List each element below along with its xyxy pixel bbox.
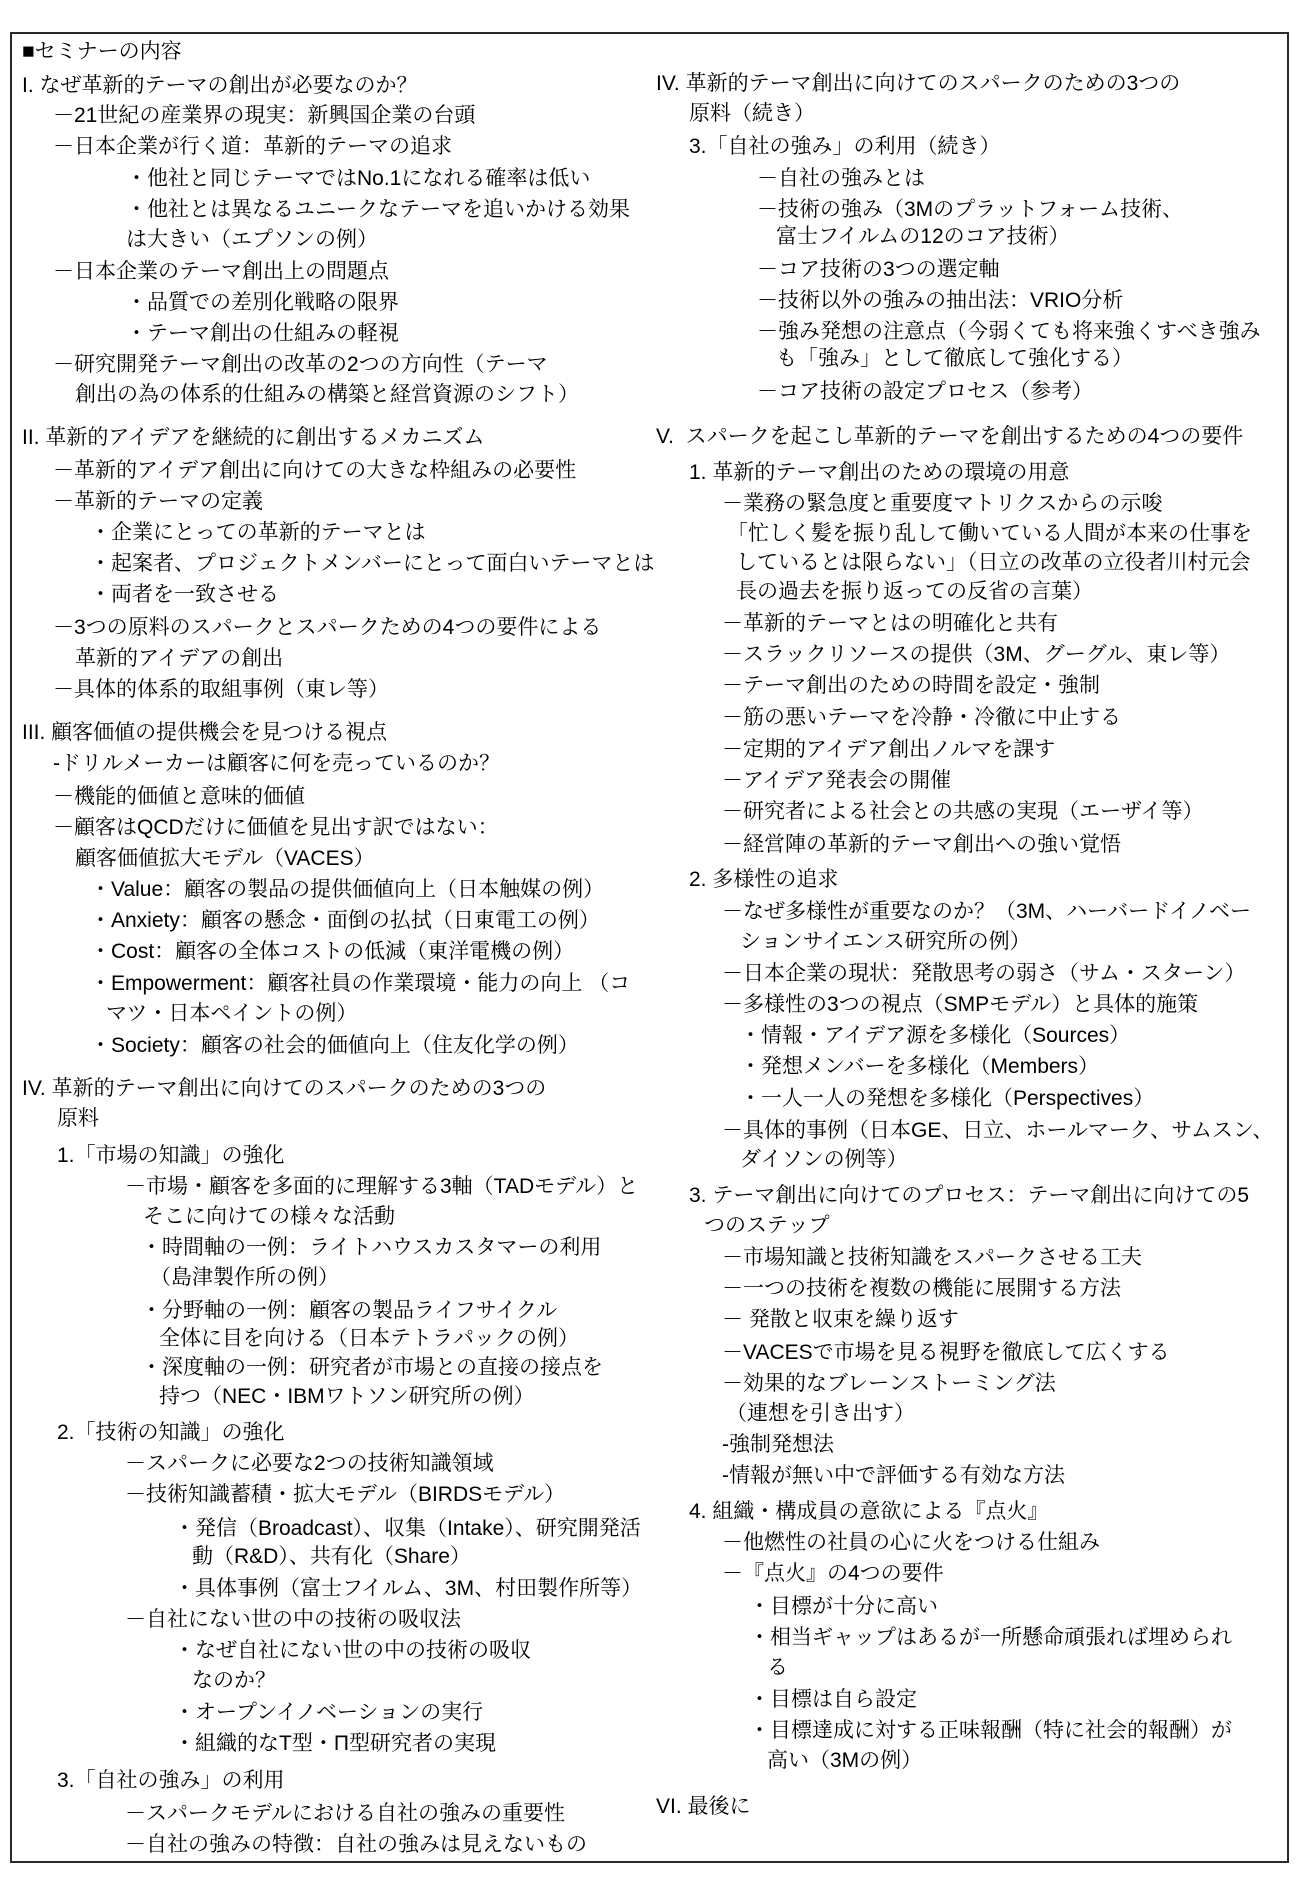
- list-subitem-continued: なのか？: [192, 1669, 276, 1692]
- section-heading: III. 顧客価値の提供機会を見つける視点: [22, 721, 388, 744]
- list-item: －『点火』の4つの要件: [722, 1562, 944, 1585]
- list-item: －革新的テーマの定義: [53, 490, 263, 513]
- list-subitem: ・一人一人の発想を多様化（Perspectives）: [740, 1087, 1155, 1110]
- list-subitem: ・発信（Broadcast）、収集（Intake）、研究開発活: [174, 1517, 641, 1540]
- list-item: －コア技術の3つの選定軸: [757, 258, 1000, 281]
- list-item: －技術知識蓄積・拡大モデル（BIRDSモデル）: [125, 1483, 566, 1506]
- list-item: －自社の強みの特徴：自社の強みは見えないもの: [125, 1833, 587, 1856]
- list-item: －効果的なブレーンストーミング法: [722, 1372, 1056, 1395]
- list-subitem: ・他社と同じテーマではNo.1になれる確率は低い: [126, 167, 591, 190]
- list-subitem: ・時間軸の一例：ライトハウスカスタマーの利用: [141, 1236, 602, 1259]
- list-subitem-continued: は大きい（エプソンの例）: [126, 228, 378, 251]
- list-subitem: ・起案者、プロジェクトメンバーにとって面白いテーマとは: [90, 552, 655, 575]
- section-heading: I. なぜ革新的テーマの創出が必要なのか？: [22, 74, 418, 97]
- subsection-heading: 3. テーマ創出に向けてのプロセス：テーマ創出に向けての5: [689, 1184, 1250, 1207]
- list-item: －自社にない世の中の技術の吸収法: [125, 1608, 461, 1631]
- subsection-heading: 1. 革新的テーマ創出のための環境の用意: [689, 461, 1070, 484]
- list-item-continued: ダイソンの例等）: [740, 1148, 908, 1171]
- list-subitem: ・企業にとっての革新的テーマとは: [90, 521, 426, 544]
- list-item: －筋の悪いテーマを冷静・冷徹に中止する: [722, 706, 1121, 729]
- list-item: －21世紀の産業界の現実：新興国企業の台頭: [53, 104, 476, 127]
- subsection-heading: 2.「技術の知識」の強化: [57, 1421, 285, 1444]
- list-subitem: ・Empowerment：顧客社員の作業環境・能力の向上 （コ: [90, 972, 631, 995]
- list-item: -強制発想法: [722, 1433, 834, 1456]
- section-heading: II. 革新的アイデアを継続的に創出するメカニズム: [22, 426, 485, 449]
- list-item-continued: 革新的アイデアの創出: [75, 647, 284, 670]
- list-subitem: ・目標は自ら設定: [749, 1688, 917, 1711]
- list-subitem: ・目標達成に対する正味報酬（特に社会的報酬）が: [749, 1719, 1232, 1742]
- list-item: －日本企業の現状：発散思考の弱さ（サム・スターン）: [722, 962, 1246, 985]
- list-subitem-continued: （島津製作所の例）: [150, 1266, 339, 1289]
- list-subitem-continued: マツ・日本ペイントの例）: [106, 1002, 358, 1025]
- list-subitem-continued: 持つ（NEC・IBMワトソン研究所の例）: [159, 1385, 535, 1408]
- list-subitem: ・具体事例（富士フイルム、3M、村田製作所等）: [174, 1577, 643, 1600]
- list-item: －研究者による社会との共感の実現（エーザイ等）: [722, 800, 1204, 823]
- subsection-heading: 3.「自社の強み」の利用（続き）: [689, 135, 1001, 158]
- section-heading: IV. 革新的テーマ創出に向けてのスパークのための3つの: [656, 72, 1181, 95]
- list-subitem: ・Cost：顧客の全体コストの低減（東洋電機の例）: [90, 940, 575, 963]
- subsection-heading: 4. 組織・構成員の意欲による『点火』: [689, 1500, 1049, 1523]
- list-item-continued: （連想を引き出す）: [726, 1402, 915, 1425]
- list-item: －業務の緊急度と重要度マトリクスからの示唆: [722, 492, 1163, 515]
- section-heading-continued: 原料（続き）: [689, 102, 815, 125]
- list-item: －他燃性の社員の心に火をつける仕組み: [722, 1531, 1100, 1554]
- content-title: ■セミナーの内容: [22, 40, 182, 63]
- list-item-continued: しているとは限らない」（日立の改革の立役者川村元会: [736, 551, 1251, 574]
- list-subitem: ・Value：顧客の製品の提供価値向上（日本触媒の例）: [90, 878, 605, 901]
- list-subitem: ・なぜ自社にない世の中の技術の吸収: [174, 1639, 531, 1662]
- list-subitem: ・組織的なT型・Π型研究者の実現: [174, 1732, 496, 1755]
- section-heading: VI. 最後に: [656, 1795, 751, 1818]
- list-item: －アイデア発表会の開催: [722, 769, 952, 792]
- subsection-heading-continued: つのステップ: [704, 1214, 830, 1237]
- list-item: -情報が無い中で評価する有効な方法: [722, 1464, 1065, 1487]
- subsection-heading: 2. 多様性の追求: [689, 868, 839, 891]
- list-item: －市場知識と技術知識をスパークさせる工夫: [722, 1246, 1142, 1269]
- list-subitem-continued: る: [767, 1656, 788, 1679]
- list-item: －VACESで市場を見る視野を徹底して広くする: [722, 1341, 1170, 1364]
- list-subitem: ・テーマ創出の仕組みの軽視: [126, 322, 399, 345]
- list-item: －研究開発テーマ創出の改革の2つの方向性（テーマ: [53, 353, 548, 376]
- list-item: －市場・顧客を多面的に理解する3軸（TADモデル）と: [125, 1175, 639, 1198]
- list-item: -ドリルメーカーは顧客に何を売っているのか？: [53, 752, 500, 775]
- list-item: －自社の強みとは: [757, 167, 925, 190]
- list-subitem: ・発想メンバーを多様化（Members）: [740, 1055, 1100, 1078]
- list-subitem: ・深度軸の一例：研究者が市場との直接の接点を: [141, 1356, 603, 1379]
- section-heading: V. スパークを起こし革新的テーマを創出するための4つの要件: [656, 425, 1244, 448]
- list-item-continued: も「強み」として徹底して強化する）: [776, 347, 1133, 370]
- list-item: －顧客はQCDだけに価値を見出す訳ではない：: [53, 816, 499, 839]
- list-item: －革新的アイデア創出に向けての大きな枠組みの必要性: [53, 459, 577, 482]
- section-heading: IV. 革新的テーマ創出に向けてのスパークのための3つの: [22, 1077, 547, 1100]
- list-item: － 発散と収束を繰り返す: [722, 1308, 959, 1331]
- list-item-continued: 創出の為の体系的仕組みの構築と経営資源のシフト）: [75, 383, 579, 406]
- list-subitem-continued: 動（R&D）、共有化（Share）: [192, 1545, 471, 1568]
- list-subitem: ・目標が十分に高い: [749, 1595, 938, 1618]
- list-subitem-continued: 全体に目を向ける（日本テトラパックの例）: [159, 1327, 579, 1350]
- list-item: －日本企業のテーマ創出上の問題点: [53, 260, 389, 283]
- section-heading-continued: 原料: [57, 1107, 99, 1130]
- list-item: －スラックリソースの提供（3M、グーグル、東レ等）: [722, 643, 1231, 666]
- list-item-continued: 顧客価値拡大モデル（VACES）: [75, 847, 375, 870]
- list-item: －技術以外の強みの抽出法：VRIO分析: [757, 289, 1124, 312]
- list-subitem: ・Anxiety：顧客の懸念・面倒の払拭（日東電工の例）: [90, 909, 600, 932]
- list-item: －テーマ創出のための時間を設定・強制: [722, 674, 1100, 697]
- list-item: －スパークに必要な2つの技術知識領域: [125, 1452, 494, 1475]
- list-item: －一つの技術を複数の機能に展開する方法: [722, 1277, 1121, 1300]
- right-column: [640, 0, 1300, 1878]
- list-subitem: ・相当ギャップはあるが一所懸命頑張れば埋められ: [749, 1626, 1232, 1649]
- list-item: －スパークモデルにおける自社の強みの重要性: [125, 1802, 565, 1825]
- list-item: －日本企業が行く道：革新的テーマの追求: [53, 135, 452, 158]
- list-subitem: ・Society：顧客の社会的価値向上（住友化学の例）: [90, 1034, 579, 1057]
- list-item-continued: そこに向けての様々な活動: [143, 1205, 395, 1228]
- list-subitem-continued: 高い（3Mの例）: [767, 1749, 923, 1772]
- list-item: －具体的体系的取組事例（東レ等）: [53, 678, 389, 701]
- list-item-continued: ションサイエンス研究所の例）: [740, 930, 1031, 953]
- subsection-heading: 1.「市場の知識」の強化: [57, 1144, 285, 1167]
- list-item-continued: 長の過去を振り返っての反省の言葉）: [736, 580, 1093, 603]
- list-item: －多様性の3つの視点（SMPモデル）と具体的施策: [722, 993, 1199, 1016]
- list-subitem: ・情報・アイデア源を多様化（Sources）: [740, 1024, 1131, 1047]
- list-item-continued: 「忙しく髪を振り乱して働いている人間が本来の仕事を: [727, 522, 1252, 545]
- list-item: －技術の強み（3Mのプラットフォーム技術、: [757, 198, 1184, 221]
- list-subitem: ・オープンイノベーションの実行: [174, 1701, 484, 1724]
- list-item: －強み発想の注意点（今弱くても将来強くすべき強み: [757, 320, 1261, 343]
- list-item: －経営陣の革新的テーマ創出への強い覚悟: [722, 833, 1121, 856]
- list-subitem: ・分野軸の一例：顧客の製品ライフサイクル: [141, 1299, 558, 1322]
- list-item-continued: 富士フイルムの12のコア技術）: [776, 225, 1070, 248]
- subsection-heading: 3.「自社の強み」の利用: [57, 1769, 285, 1792]
- list-item: －機能的価値と意味的価値: [53, 785, 305, 808]
- list-item: －具体的事例（日本GE、日立、ホールマーク、サムスン、: [722, 1119, 1274, 1142]
- list-item: －なぜ多様性が重要なのか？（3M、ハーバードイノベー: [722, 900, 1251, 923]
- list-item: －革新的テーマとはの明確化と共有: [722, 612, 1058, 635]
- list-subitem: ・両者を一致させる: [90, 583, 279, 606]
- list-item: －定期的アイデア創出ノルマを課す: [722, 738, 1056, 761]
- list-item: －3つの原料のスパークとスパークための4つの要件による: [53, 616, 602, 639]
- list-subitem: ・品質での差別化戦略の限界: [126, 291, 399, 314]
- list-subitem: ・他社とは異なるユニークなテーマを追いかける効果: [126, 198, 630, 221]
- list-item: －コア技術の設定プロセス（参考）: [757, 380, 1093, 403]
